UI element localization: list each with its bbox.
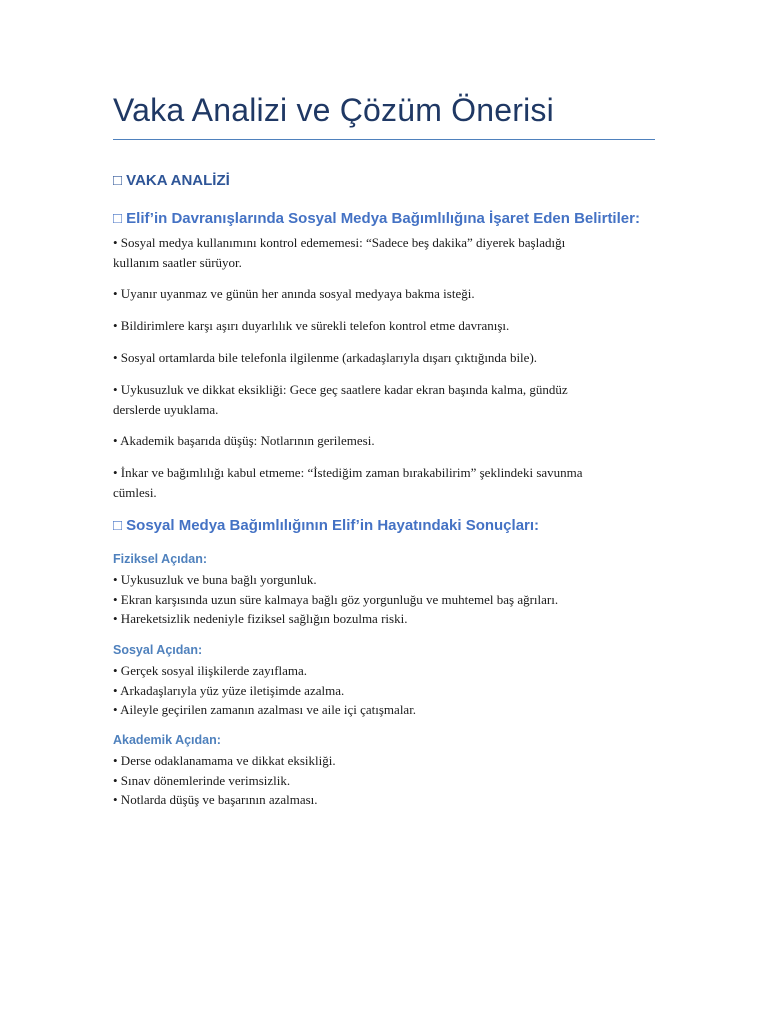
section-heading-sonuclar	[113, 517, 539, 534]
section-heading-text: VAKA ANALİZİ	[126, 172, 230, 189]
title-underline	[113, 139, 655, 140]
section-heading-text: Elif’in Davranışlarında Sosyal Medya Bağımlılığına İşaret Eden Belirtiler:	[126, 210, 640, 227]
section-heading-text: Sosyal Medya Bağımlılığının Elif’in Hayatındaki Sonuçları:	[126, 517, 540, 534]
list-item-line: • Bildirimlere karşı aşırı duyarlılık ve sürekli telefon kontrol etme davranışı.	[113, 318, 510, 333]
list-item	[113, 380, 648, 419]
list-item-line: kullanım saatler sürüyor.	[113, 254, 242, 270]
list-item-line: • Sosyal ortamlarda bile telefonla ilgilenme (arkadaşlarıyla dışarı çıktığında bile).	[113, 350, 538, 365]
list-item-line: derslerde uyuklama.	[113, 401, 219, 417]
section-heading-vaka-analizi	[113, 172, 230, 189]
document-title: Vaka Analizi ve Çözüm Önerisi	[113, 92, 554, 128]
list-item: • Sınav dönemlerinde verimsizlik.	[113, 772, 291, 788]
list-item: • Arkadaşlarıyla yüz yüze iletişimde azalma.	[113, 682, 345, 698]
box-icon: □	[113, 172, 123, 189]
subheading-sosyal: Sosyal Açıdan:	[113, 643, 203, 657]
box-icon: □	[113, 517, 123, 534]
list-item-line: • Uykusuzluk ve dikkat eksikliği: Gece geç saatlere kadar ekran başında kalma, gündüz	[113, 382, 568, 397]
list-item-line: cümlesi.	[113, 484, 157, 500]
list-item: • Uykusuzluk ve buna bağlı yorgunluk.	[113, 572, 317, 587]
list-item	[113, 348, 648, 368]
bullet-list-sosyal	[113, 661, 648, 720]
list-item-line: • Uyanır uyanmaz ve günün her anında sosyal medyaya bakma isteği.	[113, 286, 475, 301]
list-item: • Notlarda düşüş ve başarının azalması.	[113, 792, 318, 807]
list-item-line: • Akademik başarıda düşüş: Notlarının gerilemesi.	[113, 433, 375, 448]
list-item-line: • Sosyal medya kullanımını kontrol edememesi: “Sadece beş dakika” diyerek başladığı	[113, 235, 566, 250]
list-item	[113, 463, 648, 502]
list-item-line: • İnkar ve bağımlılığı kabul etmeme: “İstediğim zaman bırakabilirim” şeklindeki savunma	[113, 465, 583, 480]
bullet-list-fiziksel	[113, 570, 648, 629]
list-item	[113, 233, 648, 272]
list-item: • Gerçek sosyal ilişkilerde zayıflama.	[113, 663, 308, 678]
subheading-akademik: Akademik Açıdan:	[113, 733, 221, 747]
list-item: • Ekran karşısında uzun süre kalmaya bağlı göz yorgunluğu ve muhtemel baş ağrıları.	[113, 591, 559, 607]
list-item	[113, 431, 648, 451]
list-item: • Hareketsizlik nedeniyle fiziksel sağlığın bozulma riski.	[113, 611, 408, 626]
list-item: • Aileyle geçirilen zamanın azalması ve aile içi çatışmalar.	[113, 702, 417, 717]
subheading-fiziksel: Fiziksel Açıdan:	[113, 552, 208, 566]
list-item	[113, 316, 648, 336]
list-item: • Derse odaklanamama ve dikkat eksikliği.	[113, 753, 336, 768]
list-item	[113, 284, 648, 304]
section-heading-belirtiler	[113, 210, 640, 227]
box-icon: □	[113, 210, 123, 227]
bullet-list-akademik	[113, 751, 648, 810]
